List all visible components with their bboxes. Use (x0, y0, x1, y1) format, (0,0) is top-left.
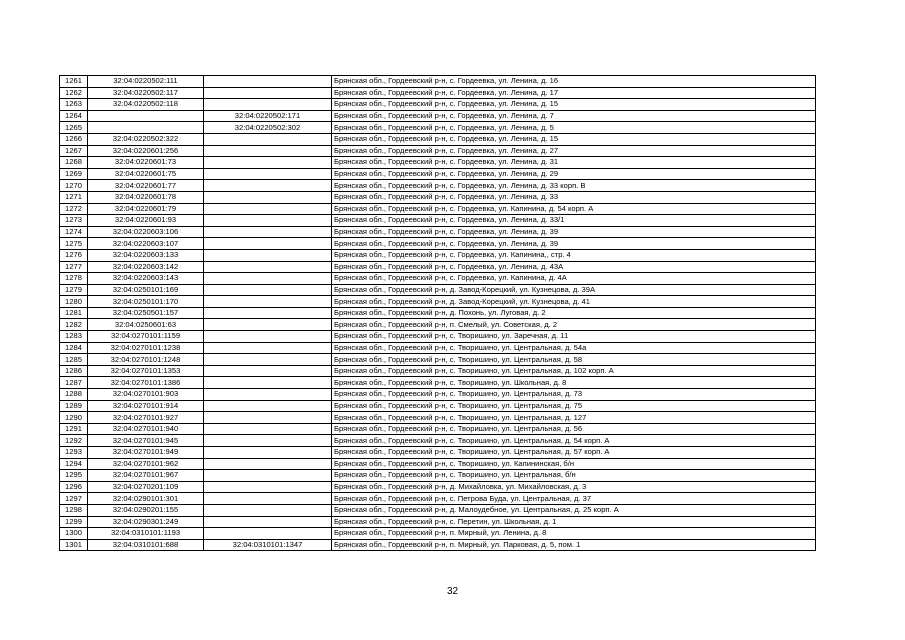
address-cell: Брянская обл., Гордеевский р-н, с. Перетин, ул. Школьная, д. 1 (332, 516, 816, 528)
row-number-cell: 1284 (60, 342, 88, 354)
row-number-cell: 1289 (60, 400, 88, 412)
address-cell: Брянская обл., Гордеевский р-н, с. Творишино, ул. Центральная, д. 73 (332, 389, 816, 401)
cadastral-number-cell: 32:04:0250601:63 (88, 319, 204, 331)
table-row (60, 528, 816, 540)
table-row (60, 180, 816, 192)
cadastral-number-cell: 32:04:0270101:1386 (88, 377, 204, 389)
address-cell: Брянская обл., Гордеевский р-н, с. Гордеевка, ул. Ленина, д. 7 (332, 110, 816, 122)
address-cell: Брянская обл., Гордеевский р-н, п. Мирный, ул. Ленина, д. 8 (332, 528, 816, 540)
row-number-cell: 1292 (60, 435, 88, 447)
table-row (60, 133, 816, 145)
related-cadastral-number-cell (204, 284, 332, 296)
address-cell: Брянская обл., Гордеевский р-н, с. Петрова Буда, ул. Центральная, д. 37 (332, 493, 816, 505)
address-cell: Брянская обл., Гордеевский р-н, с. Гордеевка, ул. Ленина, д. 29 (332, 168, 816, 180)
related-cadastral-number-cell (204, 447, 332, 459)
related-cadastral-number-cell (204, 168, 332, 180)
related-cadastral-number-cell (204, 215, 332, 227)
address-cell: Брянская обл., Гордеевский р-н, д. Завод-Корецкий, ул. Кузнецова, д. 41 (332, 296, 816, 308)
row-number-cell: 1288 (60, 389, 88, 401)
cadastral-number-cell: 32:04:0220601:93 (88, 215, 204, 227)
related-cadastral-number-cell (204, 133, 332, 145)
related-cadastral-number-cell (204, 412, 332, 424)
table-row (60, 191, 816, 203)
row-number-cell: 1293 (60, 447, 88, 459)
related-cadastral-number-cell (204, 249, 332, 261)
cadastral-number-cell: 32:04:0310101:1193 (88, 528, 204, 540)
table-row (60, 365, 816, 377)
table-row (60, 226, 816, 238)
related-cadastral-number-cell (204, 191, 332, 203)
related-cadastral-number-cell (204, 423, 332, 435)
row-number-cell: 1270 (60, 180, 88, 192)
row-number-cell: 1271 (60, 191, 88, 203)
cadastral-number-cell (88, 122, 204, 134)
related-cadastral-number-cell (204, 377, 332, 389)
cadastral-number-cell: 32:04:0270101:927 (88, 412, 204, 424)
related-cadastral-number-cell (204, 342, 332, 354)
related-cadastral-number-cell (204, 273, 332, 285)
related-cadastral-number-cell (204, 481, 332, 493)
related-cadastral-number-cell (204, 226, 332, 238)
cadastral-number-cell: 32:04:0250501:157 (88, 307, 204, 319)
cadastral-number-cell: 32:04:0220502:117 (88, 87, 204, 99)
row-number-cell: 1298 (60, 504, 88, 516)
row-number-cell: 1285 (60, 354, 88, 366)
cadastral-number-cell: 32:04:0220603:107 (88, 238, 204, 250)
row-number-cell: 1283 (60, 331, 88, 343)
table-row (60, 516, 816, 528)
address-cell: Брянская обл., Гордеевский р-н, с. Гордеевка, ул. Ленина, д. 33/1 (332, 215, 816, 227)
related-cadastral-number-cell (204, 435, 332, 447)
cadastral-number-cell: 32:04:0270101:1353 (88, 365, 204, 377)
table-row (60, 168, 816, 180)
table-row (60, 447, 816, 459)
cadastral-number-cell: 32:04:0220502:118 (88, 99, 204, 111)
address-cell: Брянская обл., Гордеевский р-н, с. Творишино, ул. Центральная, д. 127 (332, 412, 816, 424)
related-cadastral-number-cell (204, 99, 332, 111)
cadastral-number-cell: 32:04:0220601:75 (88, 168, 204, 180)
cadastral-number-cell: 32:04:0270101:967 (88, 470, 204, 482)
address-cell: Брянская обл., Гордеевский р-н, с. Гордеевка, ул. Капинина,, стр. 4 (332, 249, 816, 261)
address-cell: Брянская обл., Гордеевский р-н, с. Творишино, ул. Центральная, д. 57 корп. А (332, 447, 816, 459)
table-row (60, 203, 816, 215)
address-cell: Брянская обл., Гордеевский р-н, с. Творишино, ул. Школьная, д. 8 (332, 377, 816, 389)
table-row (60, 110, 816, 122)
row-number-cell: 1297 (60, 493, 88, 505)
cadastral-number-cell: 32:04:0290201:155 (88, 504, 204, 516)
table-row (60, 435, 816, 447)
address-cell: Брянская обл., Гордеевский р-н, п. Смелый, ул. Советская, д. 2 (332, 319, 816, 331)
table-row (60, 249, 816, 261)
related-cadastral-number-cell (204, 296, 332, 308)
cadastral-number-cell: 32:04:0270101:914 (88, 400, 204, 412)
related-cadastral-number-cell: 32:04:0220502:302 (204, 122, 332, 134)
row-number-cell: 1274 (60, 226, 88, 238)
address-cell: Брянская обл., Гордеевский р-н, с. Гордеевка, ул. Ленина, д. 15 (332, 99, 816, 111)
row-number-cell: 1272 (60, 203, 88, 215)
address-cell: Брянская обл., Гордеевский р-н, д. Завод-Корецкий, ул. Кузнецова, д. 39А (332, 284, 816, 296)
related-cadastral-number-cell (204, 389, 332, 401)
row-number-cell: 1280 (60, 296, 88, 308)
related-cadastral-number-cell (204, 365, 332, 377)
row-number-cell: 1282 (60, 319, 88, 331)
cadastral-number-cell: 32:04:0220601:77 (88, 180, 204, 192)
related-cadastral-number-cell (204, 331, 332, 343)
cadastral-number-cell: 32:04:0220601:256 (88, 145, 204, 157)
related-cadastral-number-cell (204, 87, 332, 99)
row-number-cell: 1278 (60, 273, 88, 285)
table-row (60, 493, 816, 505)
table-row (60, 122, 816, 134)
address-cell: Брянская обл., Гордеевский р-н, с. Гордеевка, ул. Ленина, д. 33 (332, 191, 816, 203)
row-number-cell: 1300 (60, 528, 88, 540)
row-number-cell: 1287 (60, 377, 88, 389)
table-row (60, 145, 816, 157)
related-cadastral-number-cell (204, 180, 332, 192)
related-cadastral-number-cell (204, 400, 332, 412)
cadastral-number-cell: 32:04:0270201:109 (88, 481, 204, 493)
related-cadastral-number-cell (204, 458, 332, 470)
related-cadastral-number-cell (204, 528, 332, 540)
row-number-cell: 1269 (60, 168, 88, 180)
row-number-cell: 1268 (60, 157, 88, 169)
address-cell: Брянская обл., Гордеевский р-н, п. Мирный, ул. Парковая, д. 5, пом. 1 (332, 539, 816, 551)
table-row (60, 99, 816, 111)
table-row (60, 412, 816, 424)
property-registry-table (59, 75, 816, 551)
row-number-cell: 1301 (60, 539, 88, 551)
address-cell: Брянская обл., Гордеевский р-н, с. Творишино, ул. Центральная, б/н (332, 470, 816, 482)
related-cadastral-number-cell: 32:04:0310101:1347 (204, 539, 332, 551)
cadastral-number-cell: 32:04:0270101:940 (88, 423, 204, 435)
table-row (60, 261, 816, 273)
address-cell: Брянская обл., Гордеевский р-н, с. Гордеевка, ул. Капинина, д. 4А (332, 273, 816, 285)
related-cadastral-number-cell: 32:04:0220502:171 (204, 110, 332, 122)
cadastral-number-cell: 32:04:0220603:106 (88, 226, 204, 238)
row-number-cell: 1286 (60, 365, 88, 377)
address-cell: Брянская обл., Гордеевский р-н, с. Гордеевка, ул. Ленина, д. 27 (332, 145, 816, 157)
table-row (60, 423, 816, 435)
cadastral-number-cell: 32:04:0310101:688 (88, 539, 204, 551)
address-cell: Брянская обл., Гордеевский р-н, с. Гордеевка, ул. Ленина, д. 16 (332, 76, 816, 88)
cadastral-number-cell: 32:04:0270101:903 (88, 389, 204, 401)
cadastral-number-cell: 32:04:0220601:78 (88, 191, 204, 203)
cadastral-number-cell: 32:04:0220603:133 (88, 249, 204, 261)
table-row (60, 342, 816, 354)
related-cadastral-number-cell (204, 76, 332, 88)
table-row (60, 273, 816, 285)
table-row (60, 238, 816, 250)
row-number-cell: 1261 (60, 76, 88, 88)
table-row (60, 319, 816, 331)
cadastral-number-cell: 32:04:0270101:962 (88, 458, 204, 470)
related-cadastral-number-cell (204, 203, 332, 215)
cadastral-number-cell: 32:04:0290301:249 (88, 516, 204, 528)
address-cell: Брянская обл., Гордеевский р-н, с. Гордеевка, ул. Ленина, д. 15 (332, 133, 816, 145)
cadastral-number-cell (88, 110, 204, 122)
row-number-cell: 1266 (60, 133, 88, 145)
table-row (60, 354, 816, 366)
related-cadastral-number-cell (204, 470, 332, 482)
row-number-cell: 1295 (60, 470, 88, 482)
row-number-cell: 1296 (60, 481, 88, 493)
address-cell: Брянская обл., Гордеевский р-н, д. Похонь, ул. Луговая, д. 2 (332, 307, 816, 319)
table-row (60, 458, 816, 470)
registry-table-body (60, 76, 816, 551)
related-cadastral-number-cell (204, 238, 332, 250)
address-cell: Брянская обл., Гордеевский р-н, д. Михайловка, ул. Михайловская, д. 3 (332, 481, 816, 493)
address-cell: Брянская обл., Гордеевский р-н, с. Творишино, ул. Центральная, д. 56 (332, 423, 816, 435)
row-number-cell: 1267 (60, 145, 88, 157)
table-row (60, 400, 816, 412)
row-number-cell: 1291 (60, 423, 88, 435)
address-cell: Брянская обл., Гордеевский р-н, с. Гордеевка, ул. Ленина, д. 17 (332, 87, 816, 99)
table-row (60, 470, 816, 482)
address-cell: Брянская обл., Гордеевский р-н, с. Творишино, ул. Центральная, д. 54а (332, 342, 816, 354)
row-number-cell: 1294 (60, 458, 88, 470)
table-row (60, 331, 816, 343)
row-number-cell: 1262 (60, 87, 88, 99)
cadastral-number-cell: 32:04:0250101:169 (88, 284, 204, 296)
related-cadastral-number-cell (204, 145, 332, 157)
address-cell: Брянская обл., Гордеевский р-н, с. Гордеевка, ул. Капинина, д. 54 корп. А (332, 203, 816, 215)
address-cell: Брянская обл., Гордеевский р-н, с. Гордеевка, ул. Ленина, д. 5 (332, 122, 816, 134)
cadastral-number-cell: 32:04:0270101:945 (88, 435, 204, 447)
row-number-cell: 1281 (60, 307, 88, 319)
address-cell: Брянская обл., Гордеевский р-н, с. Гордеевка, ул. Ленина, д. 43А (332, 261, 816, 273)
table-row (60, 481, 816, 493)
address-cell: Брянская обл., Гордеевский р-н, с. Творишино, ул. Центральная, д. 54 корп. А (332, 435, 816, 447)
table-row (60, 87, 816, 99)
page-number: 32 (446, 586, 459, 597)
address-cell: Брянская обл., Гордеевский р-н, с. Гордеевка, ул. Ленина, д. 33 корп. В (332, 180, 816, 192)
table-row (60, 307, 816, 319)
cadastral-number-cell: 32:04:0270101:1238 (88, 342, 204, 354)
related-cadastral-number-cell (204, 307, 332, 319)
cadastral-number-cell: 32:04:0270101:949 (88, 447, 204, 459)
row-number-cell: 1290 (60, 412, 88, 424)
table-row (60, 157, 816, 169)
related-cadastral-number-cell (204, 319, 332, 331)
cadastral-number-cell: 32:04:0220601:79 (88, 203, 204, 215)
address-cell: Брянская обл., Гордеевский р-н, с. Творишино, ул. Центральная, д. 75 (332, 400, 816, 412)
row-number-cell: 1279 (60, 284, 88, 296)
row-number-cell: 1264 (60, 110, 88, 122)
table-row (60, 504, 816, 516)
related-cadastral-number-cell (204, 493, 332, 505)
table-row (60, 389, 816, 401)
related-cadastral-number-cell (204, 261, 332, 273)
address-cell: Брянская обл., Гордеевский р-н, с. Гордеевка, ул. Ленина, д. 39 (332, 238, 816, 250)
table-row (60, 284, 816, 296)
address-cell: Брянская обл., Гордеевский р-н, с. Гордеевка, ул. Ленина, д. 31 (332, 157, 816, 169)
row-number-cell: 1299 (60, 516, 88, 528)
row-number-cell: 1273 (60, 215, 88, 227)
row-number-cell: 1276 (60, 249, 88, 261)
related-cadastral-number-cell (204, 516, 332, 528)
cadastral-number-cell: 32:04:0270101:1159 (88, 331, 204, 343)
table-row (60, 377, 816, 389)
table-row (60, 76, 816, 88)
address-cell: Брянская обл., Гордеевский р-н, д. Малоудебное, ул. Центральная, д. 25 корп. А (332, 504, 816, 516)
table-row (60, 296, 816, 308)
address-cell: Брянская обл., Гордеевский р-н, с. Творишино, ул. Капининская, б/н (332, 458, 816, 470)
address-cell: Брянская обл., Гордеевский р-н, с. Творишино, ул. Центральная, д. 58 (332, 354, 816, 366)
row-number-cell: 1263 (60, 99, 88, 111)
cadastral-number-cell: 32:04:0220603:143 (88, 273, 204, 285)
cadastral-number-cell: 32:04:0220502:111 (88, 76, 204, 88)
cadastral-number-cell: 32:04:0250101:170 (88, 296, 204, 308)
related-cadastral-number-cell (204, 354, 332, 366)
address-cell: Брянская обл., Гордеевский р-н, с. Творишино, ул. Заречная, д. 11 (332, 331, 816, 343)
table-row (60, 539, 816, 551)
cadastral-number-cell: 32:04:0270101:1248 (88, 354, 204, 366)
address-cell: Брянская обл., Гордеевский р-н, с. Гордеевка, ул. Ленина, д. 39 (332, 226, 816, 238)
row-number-cell: 1277 (60, 261, 88, 273)
row-number-cell: 1275 (60, 238, 88, 250)
cadastral-number-cell: 32:04:0220502:322 (88, 133, 204, 145)
cadastral-number-cell: 32:04:0220603:142 (88, 261, 204, 273)
related-cadastral-number-cell (204, 157, 332, 169)
address-cell: Брянская обл., Гордеевский р-н, с. Творишино, ул. Центральная, д. 102 корп. А (332, 365, 816, 377)
row-number-cell: 1265 (60, 122, 88, 134)
table-row (60, 215, 816, 227)
related-cadastral-number-cell (204, 504, 332, 516)
cadastral-number-cell: 32:04:0220601:73 (88, 157, 204, 169)
cadastral-number-cell: 32:04:0290101:301 (88, 493, 204, 505)
